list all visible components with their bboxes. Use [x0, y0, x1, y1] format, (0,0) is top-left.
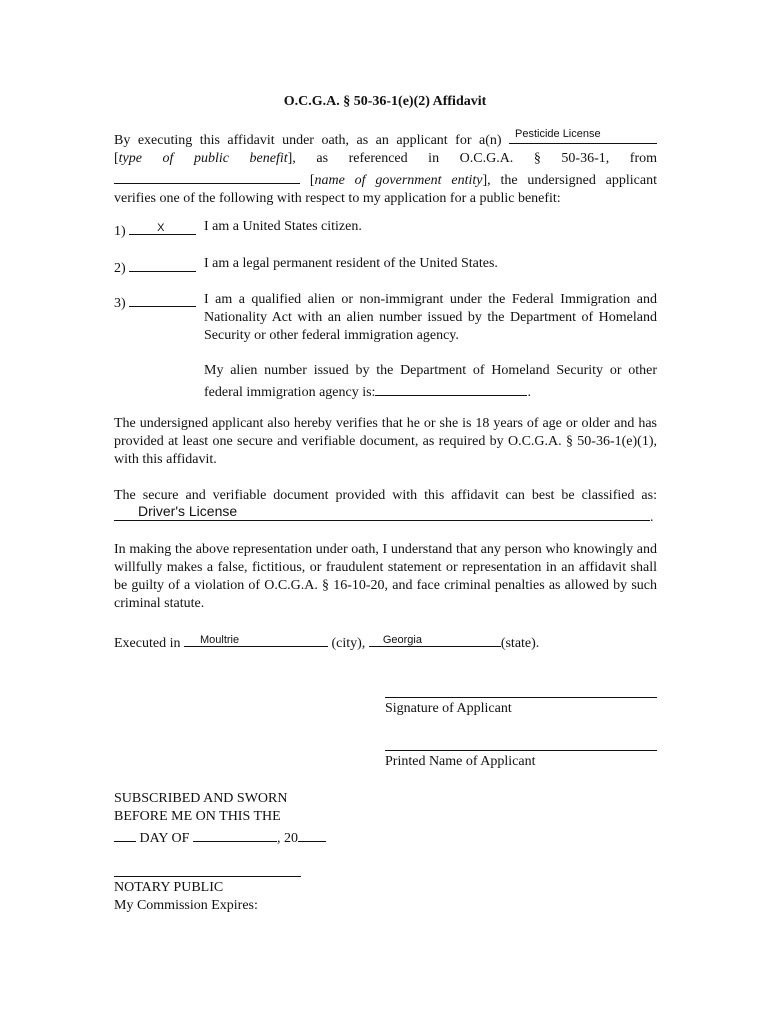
signature-line[interactable]: [385, 697, 657, 698]
notary-signature-line[interactable]: [114, 876, 301, 877]
alien-number-paragraph: My alien number issued by the Department of Homeland Security or other federal immigration agency is: .: [204, 363, 657, 400]
sworn-month-field[interactable]: [193, 826, 277, 842]
option-1-checkbox-line[interactable]: [129, 219, 196, 235]
document-title: O.C.G.A. § 50-36-1(e)(2) Affidavit: [283, 94, 487, 109]
option-2-checkbox-line[interactable]: [129, 256, 196, 272]
commission-expires-label: My Commission Expires:: [114, 898, 258, 913]
option-3-text: I am a qualified alien or non-immigrant under the Federal Immigration and Nationality Act with an alien number issued by the Department of Homeland Security or other federal immigration agency.: [204, 292, 657, 343]
state-field[interactable]: [369, 631, 501, 647]
executed-in-line: [114, 631, 539, 652]
sworn-year-field[interactable]: [298, 826, 326, 842]
executed-in-label: Executed in: [114, 636, 181, 651]
benefit-type-value: Pesticide License: [515, 128, 601, 140]
sworn-line-2: BEFORE ME ON THIS THE: [114, 809, 281, 824]
sworn-line-1: SUBSCRIBED AND SWORN: [114, 791, 288, 806]
oath-paragraph: In making the above representation under oath, I understand that any person who knowingly and willfully makes a false, fictitious, or fraudulent statement or representation in an affidavit shall be guilty of a violation of O.C.G.A. § 16-10-20, and face criminal penalties as allowed by such criminal statute.: [114, 542, 657, 611]
government-entity-label: name of government entity: [314, 173, 483, 188]
notary-public-label: NOTARY PUBLIC: [114, 880, 224, 895]
government-entity-field[interactable]: [114, 168, 300, 184]
option-3: 3): [114, 291, 196, 312]
printed-name-line[interactable]: [385, 750, 657, 751]
city-label: (city),: [331, 636, 366, 651]
intro-text-3: ], as referenced in O.C.G.A. § 50-36-1, from: [287, 151, 657, 166]
alien-number-field[interactable]: [375, 380, 527, 396]
option-1-text: I am a United States citizen.: [204, 219, 362, 234]
benefit-type-field[interactable]: [509, 128, 657, 144]
printed-name-label: Printed Name of Applicant: [385, 754, 536, 769]
document-type-value: Driver's License: [138, 503, 238, 519]
type-of-benefit-label: type of public benefit: [118, 151, 288, 166]
notary-block: [114, 879, 258, 915]
sworn-block: SUBSCRIBED AND SWORN BEFORE ME ON THIS THE DAY OF , 20: [114, 790, 326, 848]
intro-text-1: By executing this affidavit under oath, as an applicant for a(n): [114, 133, 502, 148]
intro-paragraph: By executing this affidavit under oath, as an applicant for a(n) Pesticide License [type of public benefit], as referenced in O.C.G.A. § 50-36-1, from [name of government entity], the undersigned applicant verifies one of the following with respect to my application for a public benefit:: [114, 128, 657, 208]
age-verification-paragraph: The undersigned applicant also hereby verifies that he or she is 18 years of age or older and has provided at least one secure and verifiable document, as required by O.C.G.A. § 50-36-1(e)(1), with this affidavit.: [114, 416, 657, 467]
signature-label: Signature of Applicant: [385, 701, 512, 716]
option-1: 1) X: [114, 219, 196, 240]
city-value: Moultrie: [199, 634, 240, 646]
state-label: (state).: [500, 636, 540, 651]
sworn-day-field[interactable]: [114, 826, 136, 842]
option-3-checkbox-line[interactable]: [129, 291, 196, 307]
option-2-text: I am a legal permanent resident of the United States.: [204, 256, 498, 271]
state-value: Georgia: [382, 634, 422, 646]
city-field[interactable]: [184, 631, 328, 647]
option-1-mark: X: [157, 222, 165, 234]
document-type-field[interactable]: [114, 505, 650, 521]
document-paragraph: The secure and verifiable document provided with this affidavit can best be classified as: Driver's License .: [114, 488, 657, 525]
option-2: 2): [114, 256, 196, 277]
intro-text-4: ], the undersigned applicant verifies one of the following with respect to my application for a public benefit:: [114, 173, 657, 206]
